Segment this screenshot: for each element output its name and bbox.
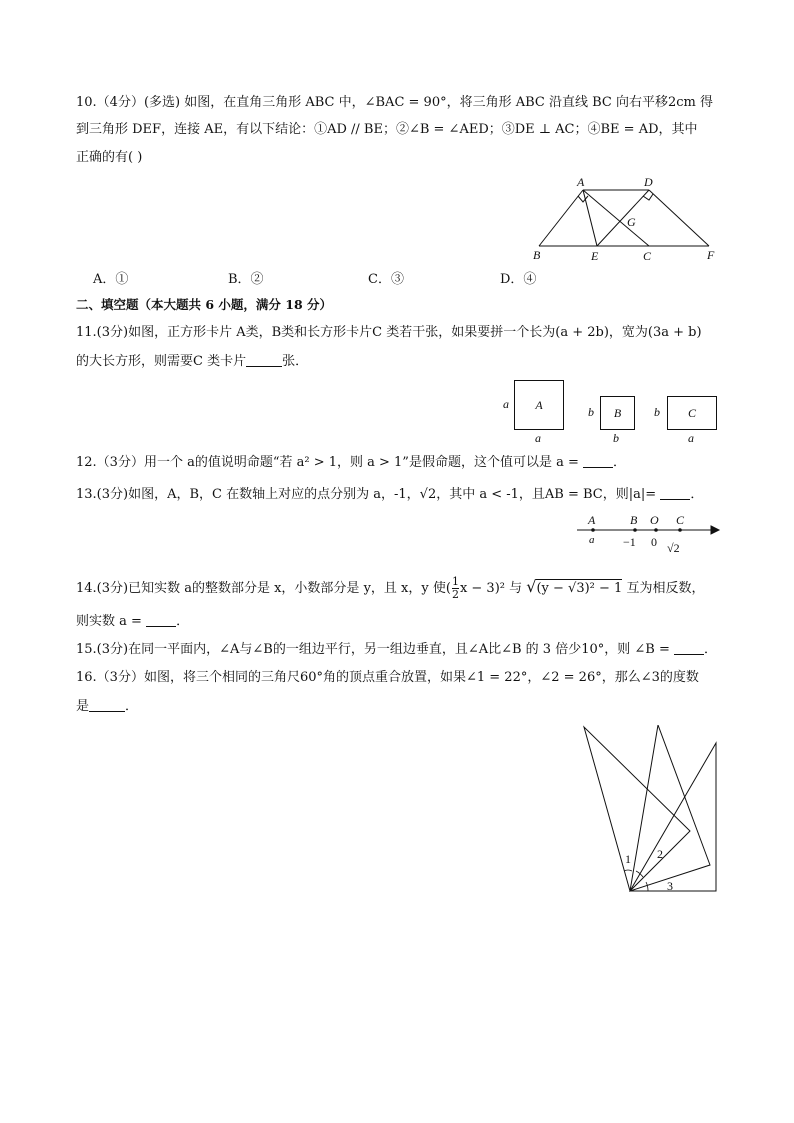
q15-end: ． <box>704 642 718 657</box>
q14-text-c: 互为相反数， <box>626 581 705 596</box>
q12-text: 12.（3分）用一个 a的值说明命题“若 a² > 1，则 a > 1”是假命题，这个值可以是 a = <box>76 455 579 470</box>
q16-triangles-figure <box>580 725 722 897</box>
q15-line <box>76 640 717 660</box>
q14-text-b: x − 3)² 与 <box>459 581 523 596</box>
label-F: F <box>707 248 715 262</box>
axis-label-B: B <box>630 513 638 527</box>
q16-line2 <box>76 697 138 717</box>
q16-line1: 16.（3分）如图，将三个相同的三角尺60°角的顶点重合放置，如果∠1 = 22°，∠2 = 26°，那么∠3的度数 <box>76 670 699 685</box>
card-c-side-label: b <box>654 405 660 419</box>
q14-frac-num: 1 <box>451 575 459 588</box>
axis-value-a: a <box>589 534 595 546</box>
q15-text: 15.(3分)在同一平面内，∠A与∠B的一组边平行，另一组边垂直，且∠A比∠B 的 3 倍少10°，则 ∠B = <box>76 642 670 657</box>
card-b-bottom-label: b <box>613 431 619 445</box>
card-b-name: B <box>613 405 622 420</box>
q11-answer-blank[interactable] <box>246 352 282 367</box>
q14-frac-den: 2 <box>451 588 459 601</box>
card-a <box>514 380 564 430</box>
q14-answer-blank[interactable] <box>146 612 176 627</box>
angle-label-3: 3 <box>667 879 673 893</box>
q10-option-b[interactable]: B．② <box>228 272 264 287</box>
section2-title: 二、填空题（本大题共 6 小题，满分 18 分） <box>76 297 333 312</box>
q12-line <box>76 453 626 473</box>
q14-line1 <box>76 576 704 601</box>
q10-line2: 到三角形 DEF，连接 AE，有以下结论：①AD // BE；②∠B = ∠AED；③DE ⊥ AC；④BE = AD，其中 <box>76 122 698 137</box>
label-B: B <box>533 248 541 262</box>
label-D: D <box>644 175 653 189</box>
label-E: E <box>591 249 599 263</box>
q16-line2-end: ． <box>125 699 139 714</box>
q14-text-a: 14.(3分)已知实数 a的整数部分是 x，小数部分是 y，且 x，y 使( <box>76 581 451 596</box>
q11-line2 <box>76 352 308 372</box>
axis-value-minus1: −1 <box>623 535 636 549</box>
axis-value-sqrt2: √2 <box>667 541 680 555</box>
q14-line2-text: 则实数 a = <box>76 614 142 629</box>
angle-label-1: 1 <box>625 852 631 866</box>
label-C: C <box>643 249 652 263</box>
q13-line <box>76 485 703 505</box>
card-a-bottom-label: a <box>535 431 541 445</box>
axis-value-0: 0 <box>651 535 657 549</box>
card-a-name: A <box>535 397 543 412</box>
card-c-bottom-label: a <box>688 431 694 445</box>
card-b <box>600 396 635 430</box>
card-c-name: C <box>687 405 696 420</box>
axis-label-A: A <box>588 513 596 527</box>
q13-answer-blank[interactable] <box>660 485 690 500</box>
q16-line2-text: 是 <box>76 699 90 714</box>
q10-option-a[interactable]: A．① <box>93 272 129 287</box>
q14-fraction <box>452 576 459 601</box>
axis-label-C: C <box>676 513 685 527</box>
q11-line1: 11.(3分)如图，正方形卡片 A类，B类和长方形卡片C 类若干张，如果要拼一个长为(a + 2b)，宽为(3a + b) <box>76 325 702 340</box>
q14-sqrt-content: (y − √3)² − 1 <box>536 581 623 596</box>
card-c <box>667 396 717 430</box>
q10-line1: 10.（4分）(多选) 如图，在直角三角形 ABC 中，∠BAC = 90°，将三角形 ABC 沿直线 BC 向右平移2cm 得 <box>76 95 714 110</box>
sqrt-radical-icon: √ <box>526 577 537 596</box>
q14-line2 <box>76 612 189 632</box>
q13-end: ． <box>690 487 704 502</box>
q13-text: 13.(3分)如图，A，B，C 在数轴上对应的点分别为 a，-1，√2，其中 a < -1，且AB = BC，则|a|= <box>76 487 657 502</box>
card-a-side-label: a <box>503 397 509 411</box>
label-G: G <box>627 215 636 229</box>
angle-label-2: 2 <box>657 847 663 861</box>
q13-number-line <box>575 510 725 558</box>
card-b-side-label: b <box>588 405 594 419</box>
q10-line3: 正确的有( ) <box>76 150 143 165</box>
q11-line2-end: 张． <box>282 354 309 369</box>
q10-translation-figure <box>525 172 725 264</box>
axis-label-O: O <box>650 513 659 527</box>
q11-line2-text: 的大长方形，则需要C 类卡片 <box>76 354 247 369</box>
q10-option-c[interactable]: C．③ <box>368 272 404 287</box>
q12-end: ． <box>613 455 627 470</box>
q16-answer-blank[interactable] <box>89 697 125 712</box>
q12-answer-blank[interactable] <box>583 453 613 468</box>
label-A: A <box>577 175 585 189</box>
q10-option-d[interactable]: D．④ <box>500 272 537 287</box>
q14-line2-end: ． <box>176 614 190 629</box>
q15-answer-blank[interactable] <box>674 640 704 655</box>
